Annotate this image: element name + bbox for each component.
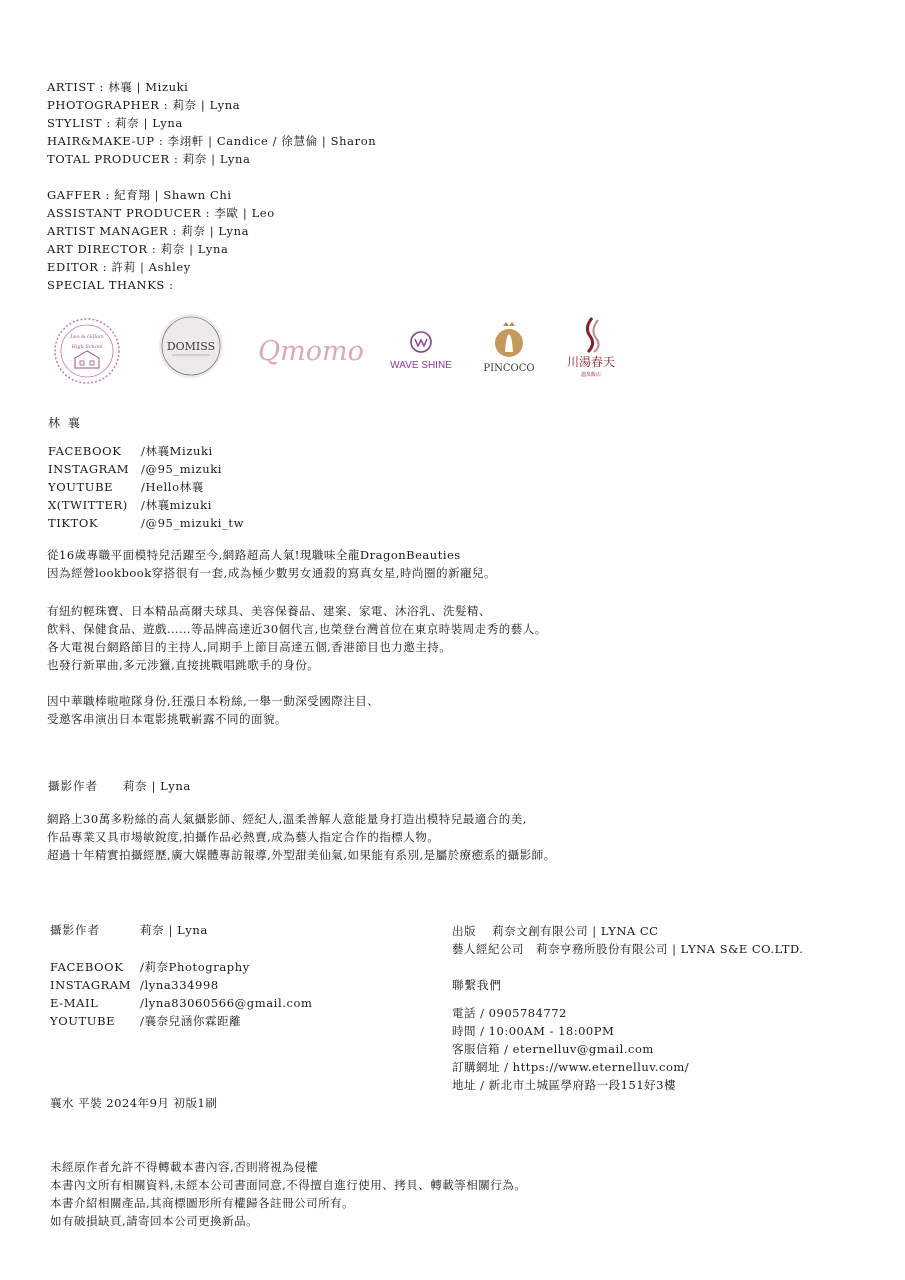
photographer-name: 莉奈 | Lyna — [123, 779, 191, 793]
svg-text:DOMISS: DOMISS — [166, 340, 216, 353]
contact-email: 客服信箱 / eternelluv@gmail.com — [452, 1042, 654, 1056]
pincoco-logo — [478, 320, 540, 376]
artist-social-row: X(TWITTER) /林襄mizuki — [48, 498, 212, 512]
photographer-bio-line: 超過十年精實拍攝經歷,廣大媒體專訪報導,外型甜美仙氣,如果能有系別,是屬於療癒系的攝影師。 — [47, 848, 556, 862]
copyright-line: 本書內文所有相關資料,未經本公司書面同意,不得擅自進行使用、拷貝、轉載等相關行為。 — [50, 1178, 527, 1192]
photographer-contact-label: 攝影作者 — [50, 923, 100, 937]
edition-info: 襄水 平裝 2024年9月 初版1刷 — [50, 1096, 218, 1110]
contact-hours: 時間 / 10:00AM - 18:00PM — [452, 1024, 615, 1038]
contact-url: 訂購網址 / https://www.eternelluv.com/ — [452, 1060, 690, 1074]
artist-social-row: INSTAGRAM /@95_mizuki — [48, 462, 223, 476]
credit-stylist: STYLIST : 莉奈 | Lyna — [47, 116, 183, 130]
svg-text:High School: High School — [71, 344, 103, 350]
contact-title: 聯繫我們 — [452, 978, 502, 992]
credit-gaffer: GAFFER : 紀育翔 | Shawn Chi — [47, 188, 232, 202]
kawayu-logo — [562, 314, 620, 380]
photographer-bio-line: 作品專業又具市場敏銳度,拍攝作品必熱賣,成為藝人指定合作的指標人物。 — [47, 830, 440, 844]
artist-bio-line: 從16歲專職平面模特兒活躍至今,網路超高人氣!現職味全龍DragonBeauties — [47, 548, 461, 562]
photographer-bio-line: 網路上30萬多粉絲的高人氣攝影師、經紀人,溫柔善解人意能量身打造出模特兒最適合的美, — [47, 812, 527, 826]
credit-editor: EDITOR : 許莉 | Ashley — [47, 260, 191, 274]
domiss-logo — [158, 313, 224, 379]
credit-special-thanks: SPECIAL THANKS : — [47, 278, 174, 292]
publisher-line: 出版 莉奈文創有限公司 | LYNA CC — [452, 924, 659, 938]
wave-shine-logo — [384, 330, 458, 374]
credit-artist: ARTIST : 林襄 | Mizuki — [47, 80, 189, 94]
photographer-social-row: YOUTUBE /襄奈兒涵你霖距離 — [50, 1014, 242, 1028]
photographer-social-row: INSTAGRAM /lyna334998 — [50, 978, 219, 992]
photographer-contact-name: 莉奈 | Lyna — [140, 923, 208, 937]
artist-social-row: YOUTUBE /Hello林襄 — [48, 480, 204, 494]
credit-hair-makeup: HAIR&MAKE-UP : 李翊軒 | Candice / 徐慧倫 | Sharon — [47, 134, 377, 148]
svg-text:PINCOCO: PINCOCO — [483, 363, 535, 374]
agency-line: 藝人經紀公司 莉奈亨務所股份有限公司 | LYNA S&E CO.LTD. — [452, 942, 804, 956]
artist-bio-line: 受邀客串演出日本電影挑戰嶄露不同的面貌。 — [47, 712, 287, 726]
contact-phone: 電話 / 0905784772 — [452, 1006, 567, 1020]
artist-bio-line: 也發行新單曲,多元涉獵,直接挑戰唱跳歌手的身份。 — [47, 658, 320, 672]
copyright-line: 本書介紹相關產品,其商標圖形所有權歸各註冊公司所有。 — [50, 1196, 355, 1210]
artist-social-row: TIKTOK /@95_mizuki_tw — [48, 516, 245, 530]
svg-text:Leo & Gillian: Leo & Gillian — [70, 334, 104, 340]
contact-address: 地址 / 新北市土城區學府路一段151好3樓 — [452, 1078, 676, 1092]
credit-assistant-producer: ASSISTANT PRODUCER : 李歐 | Leo — [47, 206, 275, 220]
qmomo-logo — [254, 330, 372, 370]
photographer-social-row: E-MAIL /lyna83060566@gmail.com — [50, 996, 313, 1010]
school-logo — [52, 316, 122, 386]
copyright-line: 未經原作者允許不得轉載本書內容,否則將視為侵權 — [50, 1160, 319, 1174]
artist-bio-line: 有紐約輕珠寶、日本精品高爾夫球具、美容保養品、建案、家電、沐浴乳、洗髮精、 — [47, 604, 491, 618]
credit-photographer: PHOTOGRAPHER : 莉奈 | Lyna — [47, 98, 241, 112]
copyright-line: 如有破損缺頁,請寄回本公司更換新品。 — [50, 1214, 259, 1228]
credit-total-producer: TOTAL PRODUCER : 莉奈 | Lyna — [47, 152, 251, 166]
svg-text:Qmomo: Qmomo — [258, 336, 364, 367]
artist-social-row: FACEBOOK /林襄Mizuki — [48, 444, 213, 458]
svg-text:溫泉飯店: 溫泉飯店 — [580, 372, 602, 378]
artist-bio-line: 因為經營lookbook穿搭很有一套,成為極少數男女通殺的寫真女星,時尚圈的新寵兒。 — [47, 566, 496, 580]
photographer-label: 攝影作者 — [48, 779, 98, 793]
photographer-social-row: FACEBOOK /莉奈Photography — [50, 960, 250, 974]
credit-art-director: ART DIRECTOR : 莉奈 | Lyna — [47, 242, 229, 256]
svg-text:川湯春天: 川湯春天 — [566, 355, 616, 369]
artist-name: 林 襄 — [48, 416, 82, 430]
credit-artist-manager: ARTIST MANAGER : 莉奈 | Lyna — [47, 224, 250, 238]
artist-bio-line: 各大電視台網路節目的主持人,同期手上節目高達五個,香港節目也力邀主持。 — [47, 640, 452, 654]
artist-bio-line: 飲料、保健食品、遊戲……等品牌高達近30個代言,也榮登台灣首位在東京時裝周走秀的藝人。 — [47, 622, 547, 636]
svg-text:WAVE SHINE: WAVE SHINE — [390, 360, 452, 371]
artist-bio-line: 因中華職棒啦啦隊身份,狂漲日本粉絲,一舉一動深受國際注目、 — [47, 694, 380, 708]
